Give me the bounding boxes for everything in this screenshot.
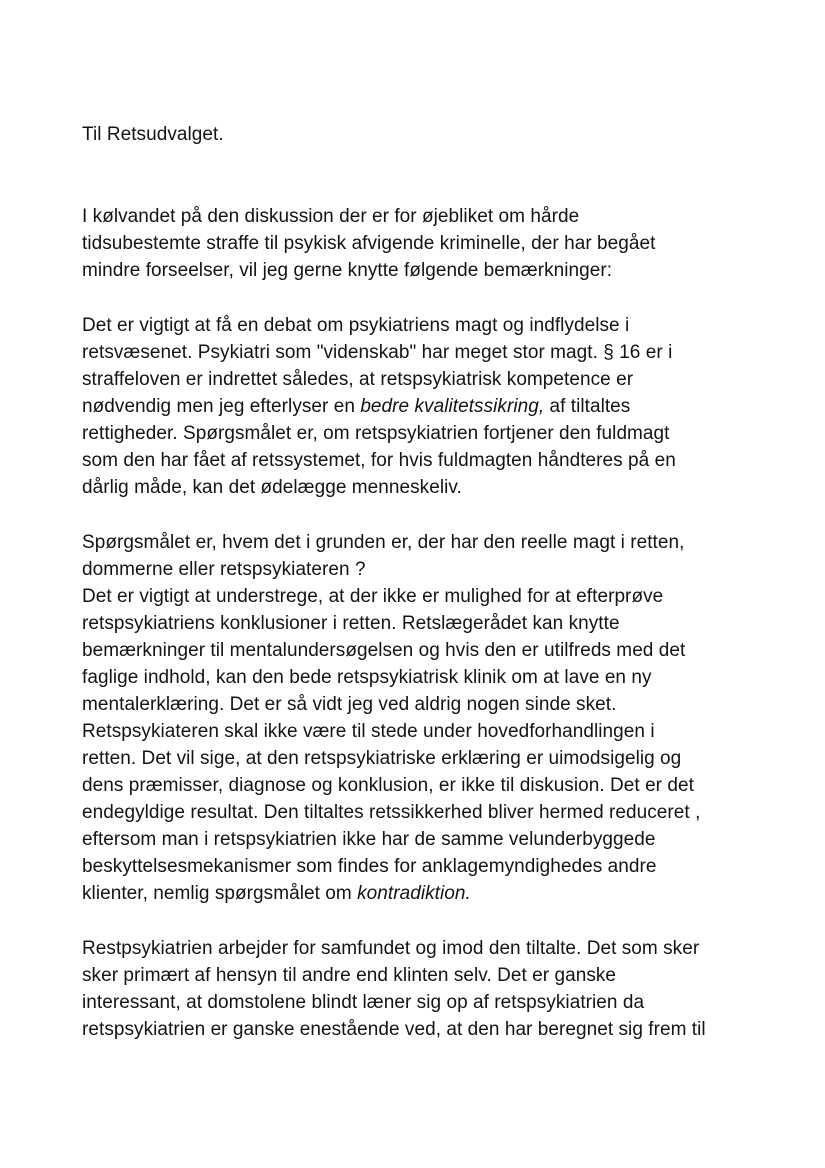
paragraph-2-line-2: retsvæsenet. Psykiatri som "videnskab" har meget stor magt. § 16 er i	[82, 342, 673, 363]
paragraph-3-line-4: retspsykiatriens konklusioner i retten. Retslægerådet kan knytte	[82, 613, 620, 634]
paragraph-2-line-4	[82, 395, 630, 419]
paragraph-3-line-1: Spørgsmålet er, hvem det i grunden er, der har den reelle magt i retten,	[82, 532, 685, 553]
paragraph-1-line-2: tidsubestemte straffe til psykisk afvigende kriminelle, der har begået	[82, 233, 656, 254]
paragraph-2-line-5: rettigheder. Spørgsmålet er, om retspsykiatrien fortjener den fuldmagt	[82, 423, 670, 444]
paragraph-3-line-8: Retspsykiateren skal ikke være til stede under hovedforhandlingen i	[82, 721, 655, 742]
paragraph-3-line-9: retten. Det vil sige, at den retspsykiatriske erklæring er uimodsigelig og	[82, 748, 682, 769]
paragraph-2-line-7: dårlig måde, kan det ødelægge menneskeliv.	[82, 477, 462, 498]
paragraph-3-line-10: dens præmisser, diagnose og konklusion, er ikke til diskusion. Det er det	[82, 775, 694, 796]
paragraph-3-line-2: dommerne eller retspsykiateren ?	[82, 559, 366, 580]
paragraph-3-line-13: beskyttelsesmekanismer som findes for anklagemyndighedes andre	[82, 856, 657, 877]
paragraph-4-line-4: retspsykiatrien er ganske enestående ved, at den har beregnet sig frem til	[82, 1019, 706, 1040]
paragraph-2-line-3: straffeloven er indrettet således, at retspsykiatrisk kompetence er	[82, 369, 634, 390]
paragraph-3-line-6: faglige indhold, kan den bede retspsykiatrisk klinik om at lave en ny	[82, 667, 652, 688]
salutation: Til Retsudvalget.	[82, 124, 224, 145]
paragraph-4-line-3: interessant, at domstolene blindt læner sig op af retspsykiatrien da	[82, 992, 645, 1013]
paragraph-4-line-1: Restpsykiatrien arbejder for samfundet og imod den tiltalte. Det som sker	[82, 938, 700, 959]
paragraph-1-line-1: I kølvandet på den diskussion der er for øjebliket om hårde	[82, 206, 580, 227]
paragraph-2-line-6: som den har fået af retssystemet, for hvis fuldmagten håndteres på en	[82, 450, 676, 471]
paragraph-2-line-4-end: af tiltaltes	[544, 396, 631, 417]
paragraph-3-line-14-start: klienter, nemlig spørgsmålet om	[82, 883, 358, 904]
paragraph-3-line-3: Det er vigtigt at understrege, at der ikke er mulighed for at efterprøve	[82, 586, 664, 607]
paragraph-4-line-2: sker primært af hensyn til andre end klinten selv. Det er ganske	[82, 965, 617, 986]
paragraph-3-line-5: bemærkninger til mentalundersøgelsen og hvis den er utilfreds med det	[82, 640, 686, 661]
paragraph-3-line-12: eftersom man i retspsykiatrien ikke har de samme velunderbyggede	[82, 829, 656, 850]
paragraph-2-line-1: Det er vigtigt at få en debat om psykiatriens magt og indflydelse i	[82, 315, 630, 336]
paragraph-3-line-11: endegyldige resultat. Den tiltaltes retssikkerhed bliver hermed reduceret ,	[82, 802, 701, 823]
emphasis-kontradiktion: kontradiktion.	[357, 883, 471, 904]
paragraph-3-line-7: mentalerklæring. Det er så vidt jeg ved aldrig nogen sinde sket.	[82, 694, 617, 715]
paragraph-2-line-4-start: nødvendig men jeg efterlyser en	[82, 396, 361, 417]
paragraph-3-line-14	[82, 882, 471, 906]
emphasis-quality-assurance: bedre kvalitetssikring,	[360, 396, 545, 417]
paragraph-1-line-3: mindre forseelser, vil jeg gerne knytte følgende bemærkninger:	[82, 260, 613, 281]
